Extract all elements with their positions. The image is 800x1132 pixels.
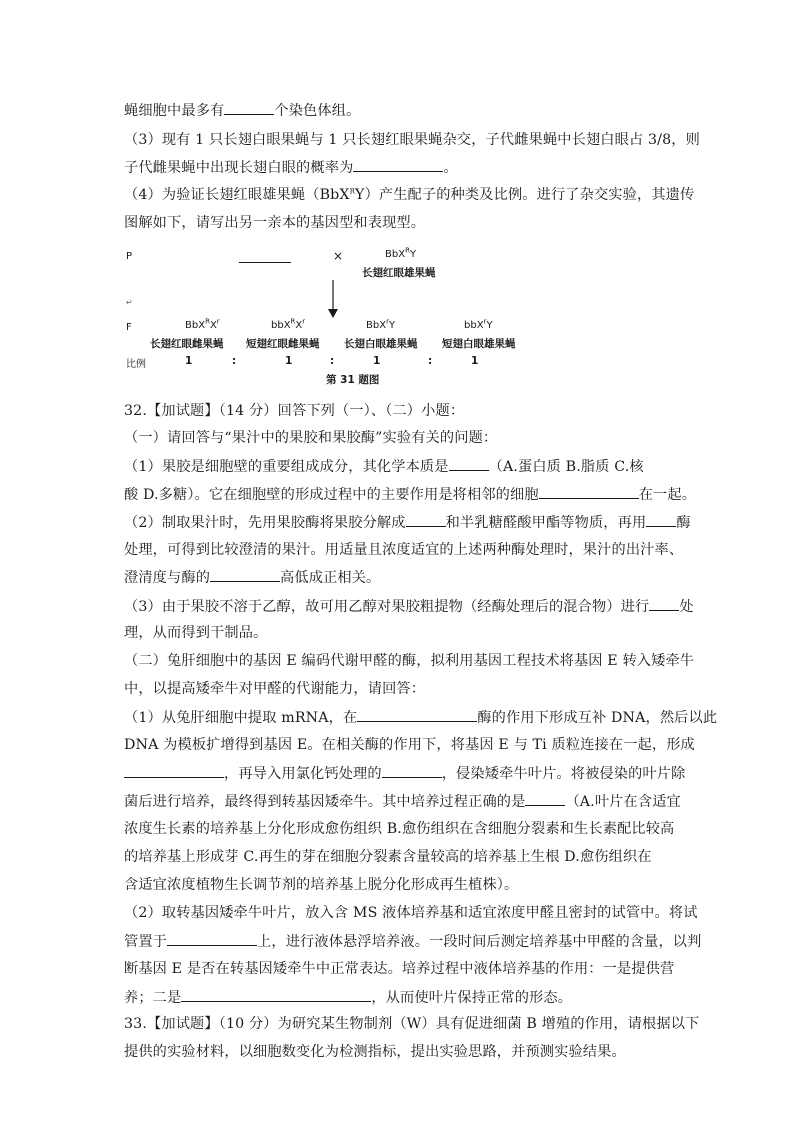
line-text: 。 [443,160,458,176]
answer-blank[interactable] [357,707,477,722]
text-line [124,707,718,728]
text-line [124,456,684,477]
line-text: ，再导入用氯化钙处理的 [224,766,382,782]
offspring-phenotype-3: 长翅白眼雄果蝇 [344,338,418,350]
line-text: 酸 D.多糖）。它在细胞壁的形成过程中的主要作用是将相邻的细胞 [124,487,539,503]
answer-blank[interactable] [646,512,676,527]
line-text: 蝇细胞中最多有 [124,103,225,119]
text-line: 的培养基上形成芽 C.再生的芽在细胞分裂素含量较高的培养基上生根 D.愈伤组织在 [124,849,652,865]
line-text: ，侵染矮牵牛叶片。将被侵染的叶片除 [441,766,686,782]
line-text: （1）果胶是细胞壁的重要组成成分，其化学本质是 [124,459,449,475]
genotype-text: X [209,320,217,331]
genotype-text: Y [409,249,417,260]
text-line: DNA 为模板扩增得到基因 E。在相关酶的作用下，将基因 E 与 Ti 质粒连接在一起，形成 [124,737,695,753]
line-text: （3）由于果胶不溶于乙醇，故可用乙醇对果胶粗提物（经酶处理后的混合物）进行 [124,599,650,615]
superscript: r [483,317,487,326]
genotype-text: Y [388,320,396,331]
text-line: 图解如下，请写出另一亲本的基因型和表现型。 [124,215,426,231]
genotype-text: bbX [271,320,291,331]
line-text: 上，进行液体悬浮培养液。一段时间后测定培养基中甲醛的含量，以判 [257,934,702,950]
answer-blank[interactable] [449,456,489,471]
answer-blank[interactable] [539,484,639,499]
superscript: r [302,317,306,326]
cross-symbol: × [333,249,344,263]
line-text: 养；二是 [124,990,182,1006]
ratio-separator: : [232,355,237,367]
line-text: 菌后进行培养，最终得到转基因矮牵牛。其中培养过程正确的是 [124,794,526,810]
text-line [124,791,684,812]
text-line [124,484,697,505]
superscript: r [386,317,389,326]
text-line [124,567,684,588]
offspring-genotype-3 [366,317,396,331]
line-text: 在一起。 [638,487,697,503]
line-text: 澄清度与酶的 [124,570,211,586]
text-line: 含适宜浓度植物生长调节剂的培养基上脱分化形成再生植株）。 [124,877,519,893]
question-heading: 32.【加试题】（14 分）回答下列（一）、（二）小题： [124,403,465,419]
line-text: 个染色体组。 [274,103,361,119]
line-text: ，从而使叶片保持正常的形态。 [371,990,573,1006]
para-mark: ↵ [126,298,133,307]
text-line: （二）兔肝细胞中的基因 E 编码代谢甲醛的酶，拟利用基因工程技术将基因 E 转入矮牵牛 [124,653,695,669]
ratio-value-1: 1 [185,355,193,367]
line-text: 和半乳糖醛酸甲酯等物质，再用 [445,515,647,531]
parent-blank[interactable] [239,262,291,263]
answer-blank[interactable] [353,157,443,172]
ratio-separator: : [330,355,335,367]
genotype-text: Y [486,320,493,331]
text-line [124,763,684,784]
text-line: 浓度生长素的培养基上分化形成愈伤组织 B.愈伤组织在含细胞分裂素和生长素配比较高 [124,821,675,837]
line-text: Y）产生配子的种类及比例。进行了杂交实验，其遗传 [355,187,695,203]
text-line: （3）现有 1 只长翅白眼果蝇与 1 只长翅红眼果蝇杂交，子代雌果蝇中长翅白眼占 3/8，则 [124,132,700,148]
male-parent-genotype [385,246,417,260]
answer-blank[interactable] [210,567,280,582]
text-line: 中，以提高矮牵牛对甲醛的代谢能力，请回答： [124,681,426,697]
offspring-phenotype-4: 短翅白眼雄果蝇 [442,338,516,350]
line-text: 酶 [676,515,691,531]
superscript: r [216,317,220,326]
superscript: R [290,317,296,326]
generation-label-f: F [126,322,132,333]
offspring-genotype-1 [185,317,220,331]
ratio-value-4: 1 [471,355,479,367]
genotype-text: X [295,320,303,331]
text-line: 处理，可得到比较澄清的果汁。用适量且浓度适宜的上述两种酶处理时，果汁的出汁率、 [124,542,684,558]
ratio-value-2: 1 [285,355,293,367]
ratio-separator: : [428,355,433,367]
superscript: R [405,246,410,255]
answer-blank[interactable] [124,763,224,778]
line-text: 管置于 [124,934,168,950]
answer-blank[interactable] [181,987,371,1002]
text-line [124,512,691,533]
offspring-phenotype-2: 短翅红眼雌果蝇 [246,338,320,350]
text-line [124,185,695,205]
text-line [124,596,694,617]
text-line: 断基因 E 是否在转基因矮牵牛中正常表达。培养过程中液体培养基的作用：一是提供营 [124,961,675,977]
genotype-text: BbX [185,320,206,331]
line-text: 子代雌果蝇中出现长翅白眼的概率为 [124,160,354,176]
male-parent-phenotype: 长翅红眼雄果蝇 [362,267,436,279]
genotype-text: BbX [366,320,387,331]
answer-blank[interactable] [406,512,446,527]
line-text: 处 [679,599,694,615]
text-line [124,931,702,952]
genotype-text: bbX [464,320,484,331]
text-line: （2）取转基因矮牵牛叶片，放入含 MS 液体培养基和适宜浓度甲醛且密封的试管中。将试 [124,905,698,921]
genotype-text: BbX [385,249,406,260]
line-text: （2）制取果汁时，先用果胶酶将果胶分解成 [124,515,406,531]
line-text: （1）从兔肝细胞中提取 mRNA，在 [124,710,358,726]
ratio-value-3: 1 [373,355,381,367]
text-line: （一）请回答与“果汁中的果胶和果胶酶”实验有关的问题： [124,430,498,446]
question-heading: 33.【加试题】（10 分）为研究某生物制剂（W）具有促进细菌 B 增殖的作用，请根据以下 [124,1016,700,1032]
cross-arrow-icon [325,280,341,320]
line-text: 高低成正相关。 [280,570,381,586]
text-line: 提供的实验材料，以细胞数变化为检测指标，提出实验思路，并预测实验结果。 [124,1044,626,1060]
ratio-label: 比例 [126,359,146,370]
line-text: 酶的作用下形成互补 DNA，然后以此 [477,710,718,726]
text-line [124,987,684,1008]
superscript: R [205,317,210,326]
answer-blank[interactable] [649,596,679,611]
generation-label-p: P [126,251,133,262]
offspring-genotype-2 [271,317,306,331]
figure-caption: 第 31 题图 [326,374,380,386]
offspring-phenotype-1: 长翅红眼雌果蝇 [150,338,224,350]
offspring-genotype-4 [464,317,493,331]
answer-blank[interactable] [525,791,565,806]
answer-blank[interactable] [167,931,257,946]
line-text: （4）为验证长翅红眼雄果蝇（BbX [124,187,350,203]
line-text: （A.蛋白质 B.脂质 C.核 [488,459,644,475]
line-text: （A.叶片在含适宜 [565,794,681,810]
answer-blank[interactable] [224,100,274,115]
answer-blank[interactable] [382,763,442,778]
text-line [124,100,684,121]
superscript: R [349,187,356,196]
text-line: 理，从而得到干制品。 [124,625,268,641]
text-line [124,157,684,178]
